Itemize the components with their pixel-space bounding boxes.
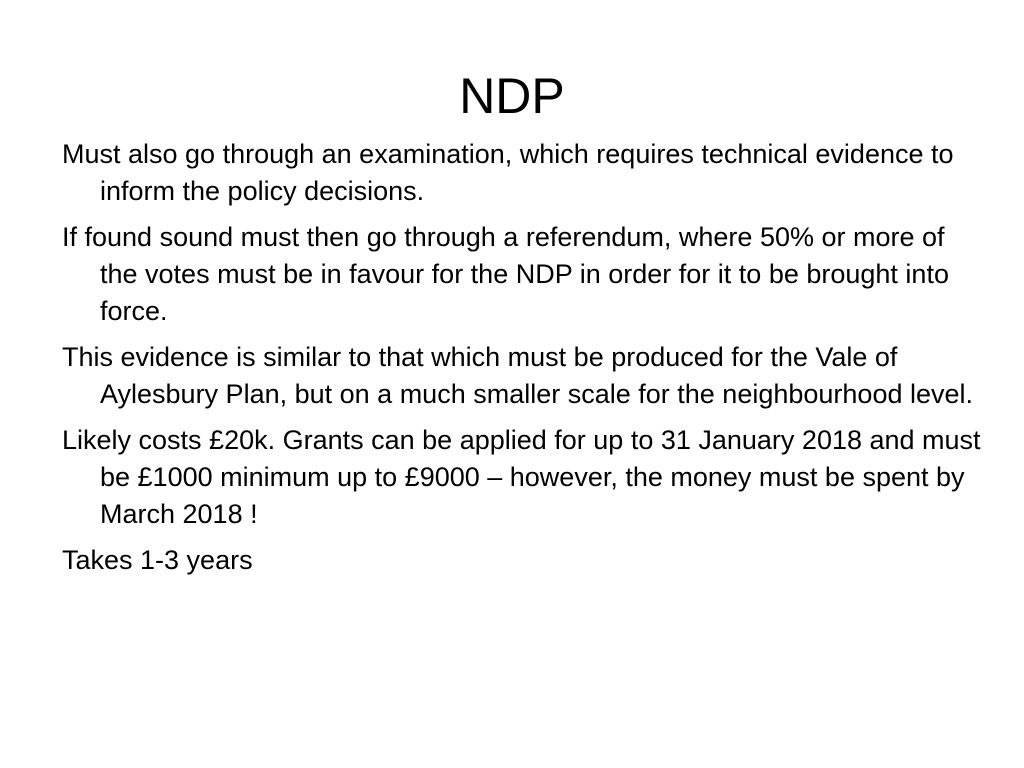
bullet-item-evidence: This evidence is similar to that which must be produced for the Vale of Aylesbury Plan, but on a much smaller scale for the neighbourhood level. bbox=[62, 342, 974, 409]
bullet-item-referendum: If found sound must then go through a referendum, where 50% or more of the votes must be in favour for the NDP in order for it to be brought into force. bbox=[62, 222, 949, 326]
bullet-item-examination: Must also go through an examination, which requires technical evidence to inform the policy decisions. bbox=[62, 139, 954, 206]
slide-title: NDP bbox=[459, 68, 565, 124]
bullet-list bbox=[62, 136, 982, 588]
bullet-item-duration: Takes 1-3 years bbox=[62, 545, 253, 575]
bullet-item-costs: Likely costs £20k. Grants can be applied for up to 31 January 2018 and must be £1000 minimum up to £9000 – however, the money must be spent by March 2018 ! bbox=[62, 425, 981, 529]
